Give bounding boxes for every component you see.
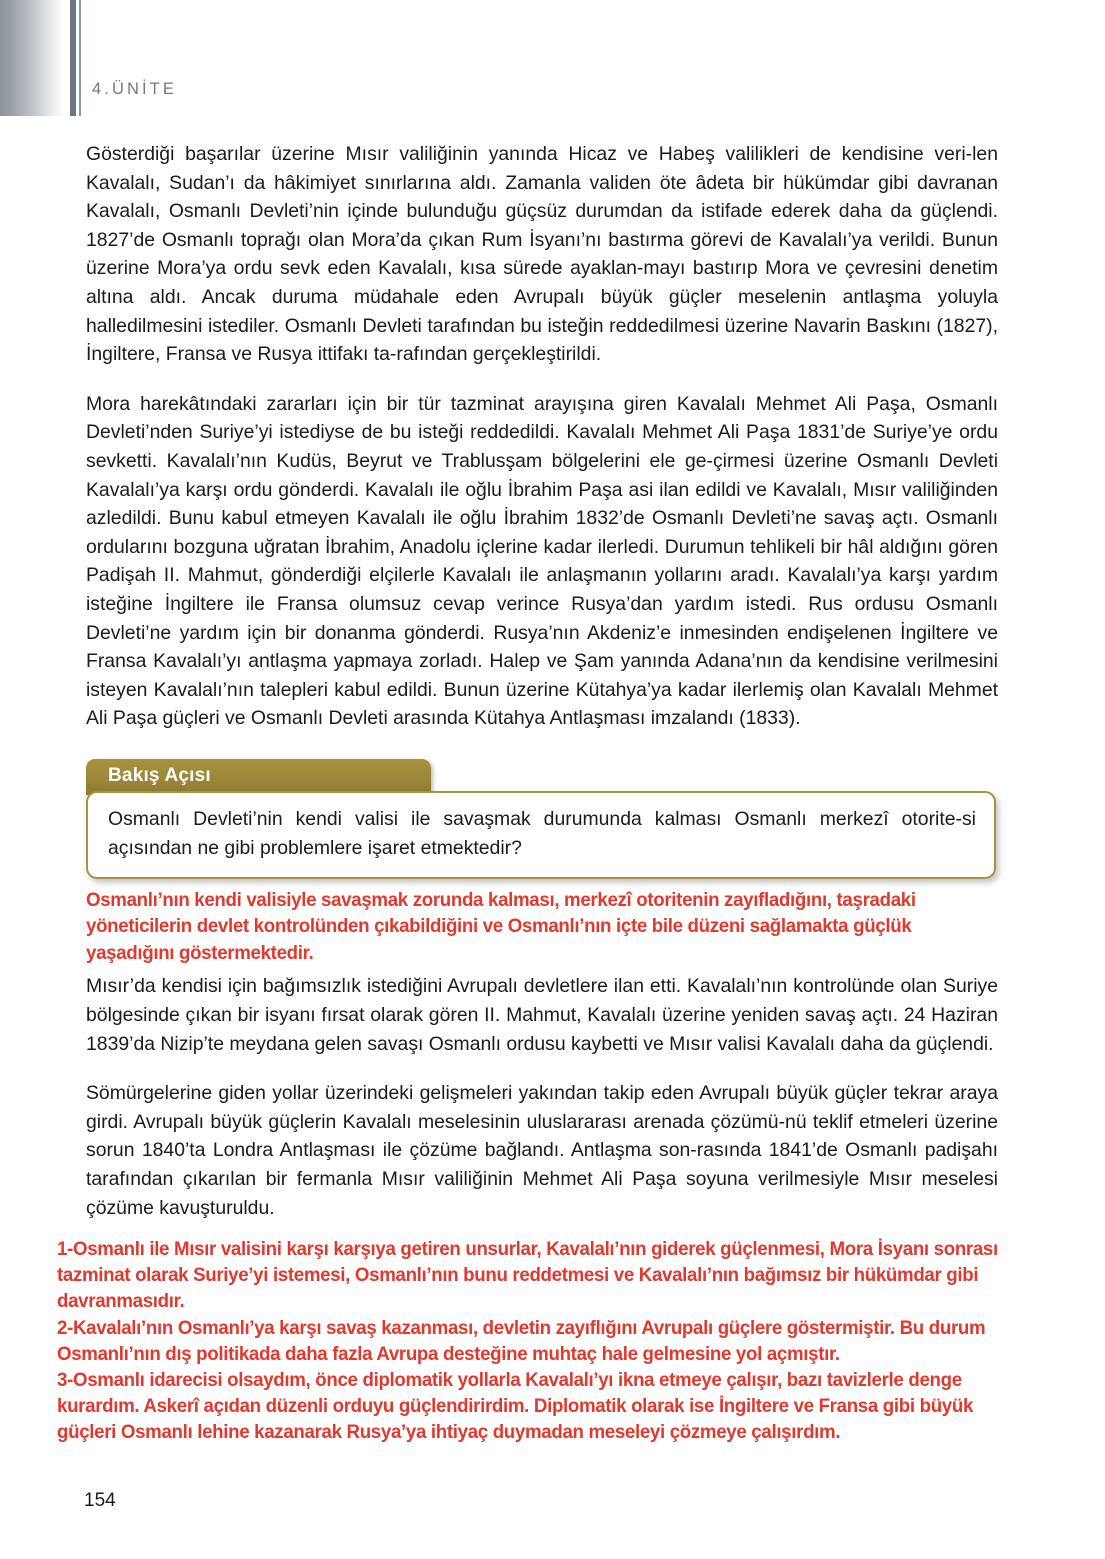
handwritten-answer-1: 1-Osmanlı ile Mısır valisini karşı karşıya getiren unsurlar, Kavalalı’nın giderek güçlenmesi, Mora İsyanı sonrası tazminat olarak Suriye’yi istemesi, Osmanlı’nın bunu reddetmesi ve Kavalalı’nın bağımsız bir hükümdar gibi davranmasıdır. [57,1238,998,1313]
perspective-callout [86,759,996,879]
header-gradient-block [0,0,63,116]
handwritten-inline-answer: Osmanlı’nın kendi valisiyle savaşmak zorunda kalması, merkezî otoritenin zayıfladığını, taşradaki yöneticilerin devlet kontrolünden çıkabildiğini ve Osmanlı’nın içte bile düzeni sağlamakta güçlük yaşadığını göstermektedir. [86,888,916,964]
handwritten-answer-block [57,1236,1057,1446]
page-content [86,140,998,1243]
perspective-question-text: Osmanlı Devleti’nin kendi valisi ile savaşmak durumunda kalması Osmanlı merkezî otorite-si açısından ne gibi problemlere işaret etmektedir? [108,807,976,859]
page-number: 154 [84,1490,116,1511]
perspective-tab-label: Bakış Açısı [86,759,431,795]
body-paragraph-1: Gösterdiği başarılar üzerine Mısır valiliğinin yanında Hicaz ve Habeş valilikleri de kendisine veri-len Kavalalı, Sudan’ı da hâkimiyet sınırlarına aldı. Zamanla validen öte âdeta bir hükümdar gibi davranan Kavalalı, Osmanlı Devleti’nin içinde bulunduğu güçsüz durumdan da istifade ederek daha da güçlendi. 1827’de Osmanlı toprağı olan Mora’da çıkan Rum İsyanı’nı bastırma görevi de Kavalalı’ya verildi. Bunun üzerine Mora’ya ordu sevk eden Kavalalı, kısa sürede ayaklan-mayı bastırıp Mora ve çevresini denetim altına aldı. Ancak duruma müdahale eden Avrupalı büyük güçler meselenin antlaşma yoluyla halledilmesini istediler. Osmanlı Devleti tarafından bu isteğin reddedilmesi üzerine Navarin Baskını (1827), İngiltere, Fransa ve Rusya ittifakı ta-rafından gerçekleştirildi. [86,143,998,366]
body-paragraph-4: Sömürgelerine giden yollar üzerindeki gelişmeleri yakından takip eden Avrupalı büyük güçler tekrar araya girdi. Avrupalı büyük güçlerin Kavalalı meselesinin uluslararası arenada çözümü-nü teklif etmeleri üzerine sorun 1840’ta Londra Antlaşması ile çözüme bağlandı. Antlaşma son-rasında 1841’de Osmanlı padişahı tarafından çıkarılan bir fermanla Mısır valiliğinin Mehmet Ali Paşa soyuna verilmesiyle Mısır meselesi çözüme kavuşturuldu. [86,1082,998,1219]
unit-label: 4.ÜNİTE [92,80,177,98]
handwritten-answer-2: 2-Kavalalı’nın Osmanlı’ya karşı savaş kazanması, devletin zayıflığını Avrupalı güçlere göstermiştir. Bu durum Osmanlı’nın dış politikada daha fazla Avrupa desteğine muhtaç hale gelmesine yol açmıştır. [57,1316,986,1365]
perspective-question-box [86,791,996,879]
header-rule-thick [70,0,76,116]
body-paragraph-2: Mora harekâtındaki zararları için bir tür tazminat arayışına giren Kavalalı Mehmet Ali Paşa, Osmanlı Devleti’nden Suriye’yi istediyse de bu isteği reddedildi. Kavalalı Mehmet Ali Paşa 1831’de Suriye’ye ordu sevketti. Kavalalı’nın Kudüs, Beyrut ve Trablusşam bölgelerini ele ge-çirmesi üzerine Osmanlı Devleti Kavalalı’ya karşı ordu gönderdi. Kavalalı ile oğlu İbrahim Paşa asi ilan edildi ve Kavalalı, Mısır valiliğinden azledildi. Bunu kabul etmeyen Kavalalı ile oğlu İbrahim 1832’de Osmanlı Devleti’ne savaş açtı. Osmanlı ordularını bozguna uğratan İbrahim, Anadolu içlerine kadar ilerledi. Durumun tehlikeli bir hâl aldığını gören Padişah II. Mahmut, gönderdiği elçilerle Kavalalı ile anlaşmanın yollarını aradı. Kavalalı’ya karşı yardım isteğine İngiltere ile Fransa olumsuz cevap verince Rusya’dan yardım istedi. Rus ordusu Osmanlı Devleti’ne yardım için bir donanma gönderdi. Rusya’nın Akdeniz’e inmesinden endişelenen İngiltere ve Fransa Kavalalı’yı antlaşma yapmaya zorladı. Halep ve Şam yanında Adana’nın da kendisine verilmesini isteyen Kavalalı’nın talepleri kabul edildi. Bunun üzerine Kütahya’ya kadar ilerlemiş olan Kavalalı Mehmet Ali Paşa güçleri ve Osmanlı Devleti arasında Kütahya Antlaşması imzalandı (1833). [86,392,998,730]
handwritten-answer-3: 3-Osmanlı idarecisi olsaydım, önce diplomatik yollarla Kavalalı’yı ikna etmeye çalışır, bazı tavizlerle denge kurardım. Askerî açıdan düzenli orduyu güçlendirirdim. Diplomatik olarak ise İngiltere ve Fransa gibi büyük güçleri Osmanlı lehine kazanarak Rusya’ya ihtiyaç duymadan meseleyi çözmeye çalışırdım. [57,1369,974,1444]
body-paragraph-3: Mısır’da kendisi için bağımsızlık istediğini Avrupalı devletlere ilan etti. Kavalalı’nın kontrolünde olan Suriye bölgesinde çıkan bir isyanı fırsat olarak gören II. Mahmut, Kavalalı üzerine yeniden savaş açtı. 24 Haziran 1839’da Nizip’te meydana gelen savaşı Osmanlı ordusu kaybetti ve Mısır valisi Kavalalı daha da güçlendi. [86,975,998,1055]
header-rule-thin [79,0,81,116]
